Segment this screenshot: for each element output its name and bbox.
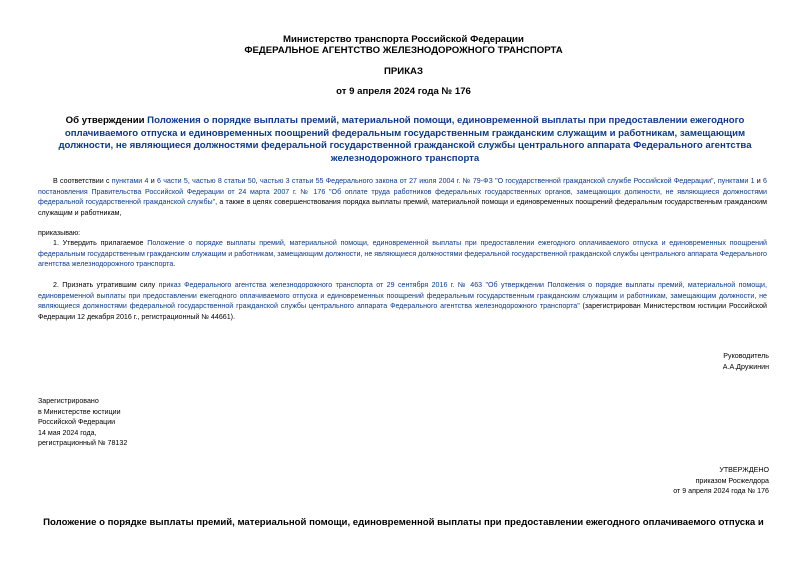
- order-word: приказываю:: [38, 229, 81, 237]
- preamble-text: ,: [713, 177, 718, 185]
- order-item-1: [38, 238, 767, 270]
- link-federal-law-79fz[interactable]: Федерального закона от 27 июля 2004 г. № 79-ФЗ "О государственной гражданской службе Российской Федерации": [325, 177, 714, 185]
- regulation-heading: Положение о порядке выплаты премий, материальной помощи, единовременной выплаты при предоставлении ежегодного оплачиваемого отпуска и: [43, 517, 764, 528]
- approval-line: приказом Росжелдора: [695, 476, 769, 485]
- document-type: ПРИКАЗ: [384, 66, 423, 77]
- item-text: .: [173, 260, 176, 269]
- item-text: 2. Признать утратившим силу: [53, 281, 159, 289]
- title-prefix: Об утверждении: [65, 115, 148, 126]
- registration-line: Зарегистрировано: [38, 397, 99, 405]
- link-law-items-4[interactable]: пунктами 4: [111, 177, 149, 185]
- agency-name: ФЕДЕРАЛЬНОЕ АГЕНТСТВО ЖЕЛЕЗНОДОРОЖНОГО ТРАНСПОРТА: [244, 45, 563, 56]
- title-regulation-link[interactable]: Положения о порядке выплаты премий, материальной помощи, единовременной выплаты при предоставлении ежегодного оплачиваемого отпуска и единовременных поощрений федеральным государственным гражданским служащим и работникам, замещающим должности, не являющиеся должностями федеральной государственной гражданской службы центрального аппарата Федерального агентства железнодорожного транспорта: [58, 115, 752, 164]
- link-decree-item-1[interactable]: пунктами 1: [717, 177, 755, 185]
- link-government-decree-176[interactable]: постановления Правительства Российской Федерации от 24 марта 2007 г. № 176 "Об оплате труда работников федеральных государственных органов, замещающих должности, не являющиеся должностями федеральной государственной гражданской службы": [38, 187, 767, 207]
- signature-block: [723, 351, 769, 372]
- preamble-text: и: [148, 177, 157, 185]
- preamble-text: , а также в целях совершенствования порядка выплаты премий, материальной помощи и единовременных поощрений федеральным государственным гражданским служащим и работникам,: [38, 198, 767, 217]
- approval-line: от 9 апреля 2024 года № 176: [673, 487, 769, 495]
- registration-line: в Министерстве юстиции: [38, 407, 121, 416]
- item-text: (зарегистрирован Министерством юстиции Российской Федерации 12 декабря 2016 г., регистрационный № 44661).: [38, 302, 767, 321]
- order-item-2: [38, 280, 767, 322]
- approval-stamp: [673, 465, 769, 497]
- ministry-name: Министерство транспорта Российской Федерации: [283, 34, 524, 45]
- document-date: от 9 апреля 2024 года № 176: [336, 86, 471, 97]
- link-approved-regulation[interactable]: Положение о порядке выплаты премий, материальной помощи, единовременной выплаты при предоставлении ежегодного оплачиваемого отпуска и единовременных поощрений федеральным государственным гражданским служащим и работникам, замещающим должности, не являющиеся должностями федеральной государственной гражданской службы центрального аппарата Федерального агентства железнодорожного транспорта: [38, 239, 767, 269]
- registration-line: Российской Федерации: [38, 418, 116, 426]
- preamble-text: ,: [255, 177, 260, 185]
- link-decree-item-6[interactable]: 6: [763, 177, 767, 185]
- preamble-paragraph: [38, 176, 767, 218]
- link-repealed-order-463[interactable]: приказ Федерального агентства железнодорожного транспорта от 29 сентября 2016 г. № 463 "Об утверждении Положения о порядке выплаты премий, материальной помощи, единовременной выплаты при предоставлении ежегодного оплачиваемого отпуска и единовременных поощрений федеральным государственным гражданским служащим и работникам, замещающим должности, не являющиеся должностями федеральной государственной гражданской службы центрального аппарата Федерального агентства железнодорожного транспорта": [38, 281, 767, 311]
- signatory-position: Руководитель: [723, 352, 769, 360]
- registration-block: [38, 396, 127, 449]
- item-text: 1. Утвердить прилагаемое: [53, 239, 148, 247]
- link-law-article-50[interactable]: частью 8 статьи 50: [192, 177, 256, 185]
- document-title: [55, 115, 755, 165]
- approval-line: УТВЕРЖДЕНО: [719, 466, 769, 474]
- preamble-text: ,: [187, 177, 193, 185]
- registration-line: 14 мая 2024 года,: [38, 428, 97, 437]
- preamble-text: и: [754, 177, 764, 185]
- preamble-text: В соответствии с: [53, 177, 112, 185]
- signatory-name: А.А.Дружинин: [722, 362, 769, 371]
- link-law-part-5[interactable]: 6 части 5: [157, 177, 188, 185]
- link-law-article-55[interactable]: частью 3 статьи 55: [259, 177, 324, 185]
- registration-line: регистрационный № 78132: [38, 439, 128, 447]
